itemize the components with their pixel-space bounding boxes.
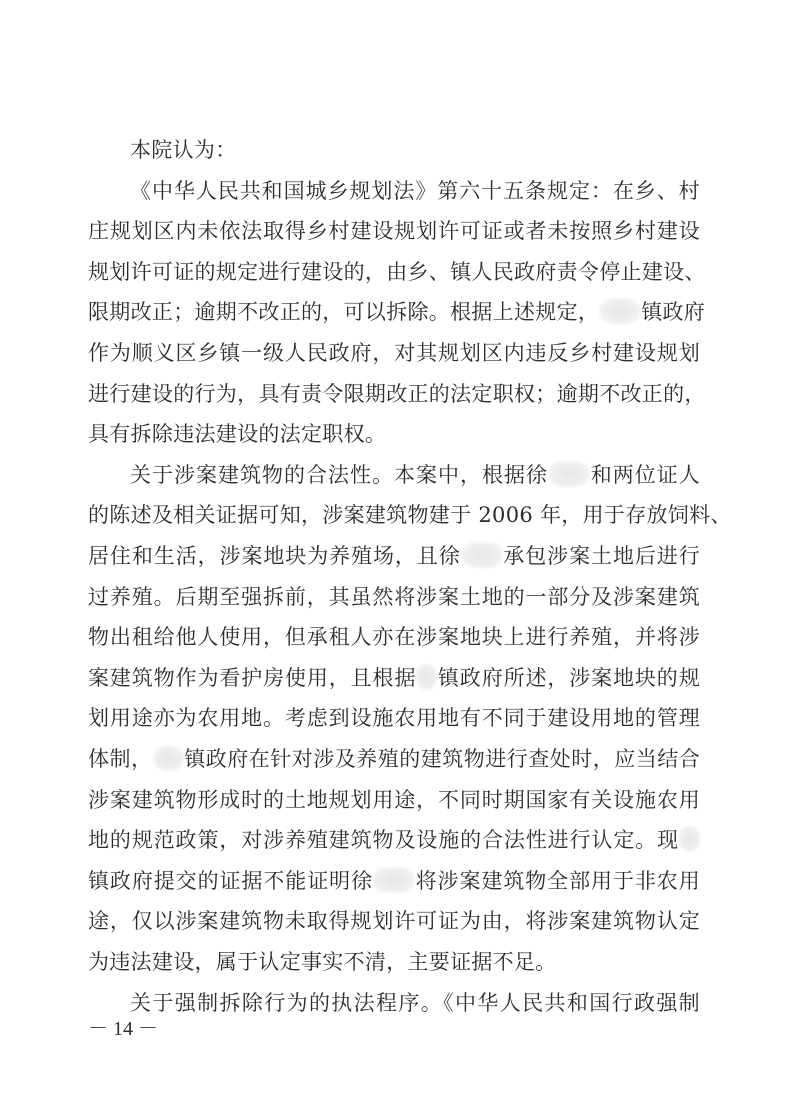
text-line — [88, 861, 700, 901]
text-segment: 具有拆除违法建设的法定职权。 — [88, 422, 387, 447]
text-line — [88, 983, 700, 1023]
text-segment: 规划许可证的规定进行建设的，由乡、镇人民政府责令停止建设、 — [88, 259, 706, 284]
redaction-blur — [599, 298, 641, 324]
text-line — [88, 901, 700, 941]
text-segment: 体制， — [88, 747, 153, 771]
redaction-blur — [461, 542, 503, 568]
text-line — [88, 698, 700, 738]
text-line — [88, 658, 700, 698]
redaction-blur — [373, 867, 415, 893]
text-segment: 涉案建筑物形成时的土地规划用途，不同时期国家有关设施农用 — [88, 787, 700, 812]
redaction-blur — [416, 664, 437, 690]
text-segment: 将涉案建筑物全部用于非农用 — [415, 868, 700, 893]
text-segment: 划用途亦为农用地。考虑到设施农用地有不同于建设用地的管理 — [88, 706, 700, 731]
text-line — [88, 414, 700, 454]
text-segment: 作为顺义区乡镇一级人民政府，对其规划区内违反乡村建设规划 — [88, 341, 700, 365]
text-segment: 镇政府 — [641, 300, 706, 325]
text-line — [88, 252, 706, 292]
text-segment: 和两位证人 — [590, 462, 700, 487]
text-segment: 的陈述及相关证据可知，涉案建筑物建于 2006 年，用于存放饲料、 — [88, 503, 732, 528]
text-line — [88, 495, 732, 535]
text-segment: 案建筑物作为看护房使用，且根据 — [88, 665, 417, 690]
text-segment: 本院认为： — [130, 138, 237, 162]
text-line — [88, 292, 706, 332]
text-line — [88, 577, 700, 617]
text-segment: 限期改正；逾期不改正的，可以拆除。根据上述规定， — [88, 300, 600, 325]
text-line — [88, 617, 700, 657]
text-line — [88, 536, 700, 576]
text-line — [88, 333, 700, 373]
text-segment: 地的规范政策，对涉养殖建筑物及设施的合法性进行认定。现 — [88, 828, 679, 853]
text-segment: 为违法建设，属于认定事实不清，主要证据不足。 — [88, 950, 557, 974]
text-segment: 物出租给他人使用，但承租人亦在涉案地块上进行养殖，并将涉 — [88, 625, 700, 650]
text-segment: 《中华人民共和国城乡规划法》第六十五条规定：在乡、村 — [130, 178, 700, 203]
text-segment: 关于涉案建筑物的合法性。本案中，根据徐 — [130, 462, 548, 487]
text-segment: 进行建设的行为，具有责令限期改正的法定职权；逾期不改正的， — [88, 381, 706, 406]
text-line — [88, 820, 700, 860]
text-line — [88, 942, 700, 982]
text-segment: 承包涉案土地后进行 — [502, 544, 700, 568]
redaction-blur — [153, 745, 185, 771]
redaction-blur — [679, 826, 700, 852]
page-number: － 14 － — [88, 1018, 158, 1040]
redaction-blur — [548, 461, 590, 487]
text-segment: 镇政府提交的证据不能证明徐 — [88, 868, 373, 893]
text-line — [88, 171, 700, 211]
text-segment: 居住和生活，涉案地块为养殖场，且徐 — [88, 544, 461, 568]
text-line — [88, 130, 700, 170]
text-segment: 镇政府所述，涉案地块的规 — [437, 665, 700, 690]
text-segment: 途，仅以涉案建筑物未取得规划许可证为由，将涉案建筑物认定 — [88, 909, 700, 934]
text-line — [88, 211, 700, 251]
text-line — [88, 739, 700, 779]
text-line — [88, 780, 700, 820]
text-line — [88, 455, 700, 495]
text-segment: 过养殖。后期至强拆前，其虽然将涉案土地的一部分及涉案建筑 — [88, 584, 700, 609]
text-segment: 关于强制拆除行为的执法程序。《中华人民共和国行政强制 — [130, 990, 700, 1015]
text-line — [88, 374, 706, 414]
text-segment: 庄规划区内未依法取得乡村建设规划许可证或者未按照乡村建设 — [88, 219, 700, 244]
text-segment: 镇政府在针对涉及养殖的建筑物进行查处时，应当结合 — [184, 747, 700, 771]
